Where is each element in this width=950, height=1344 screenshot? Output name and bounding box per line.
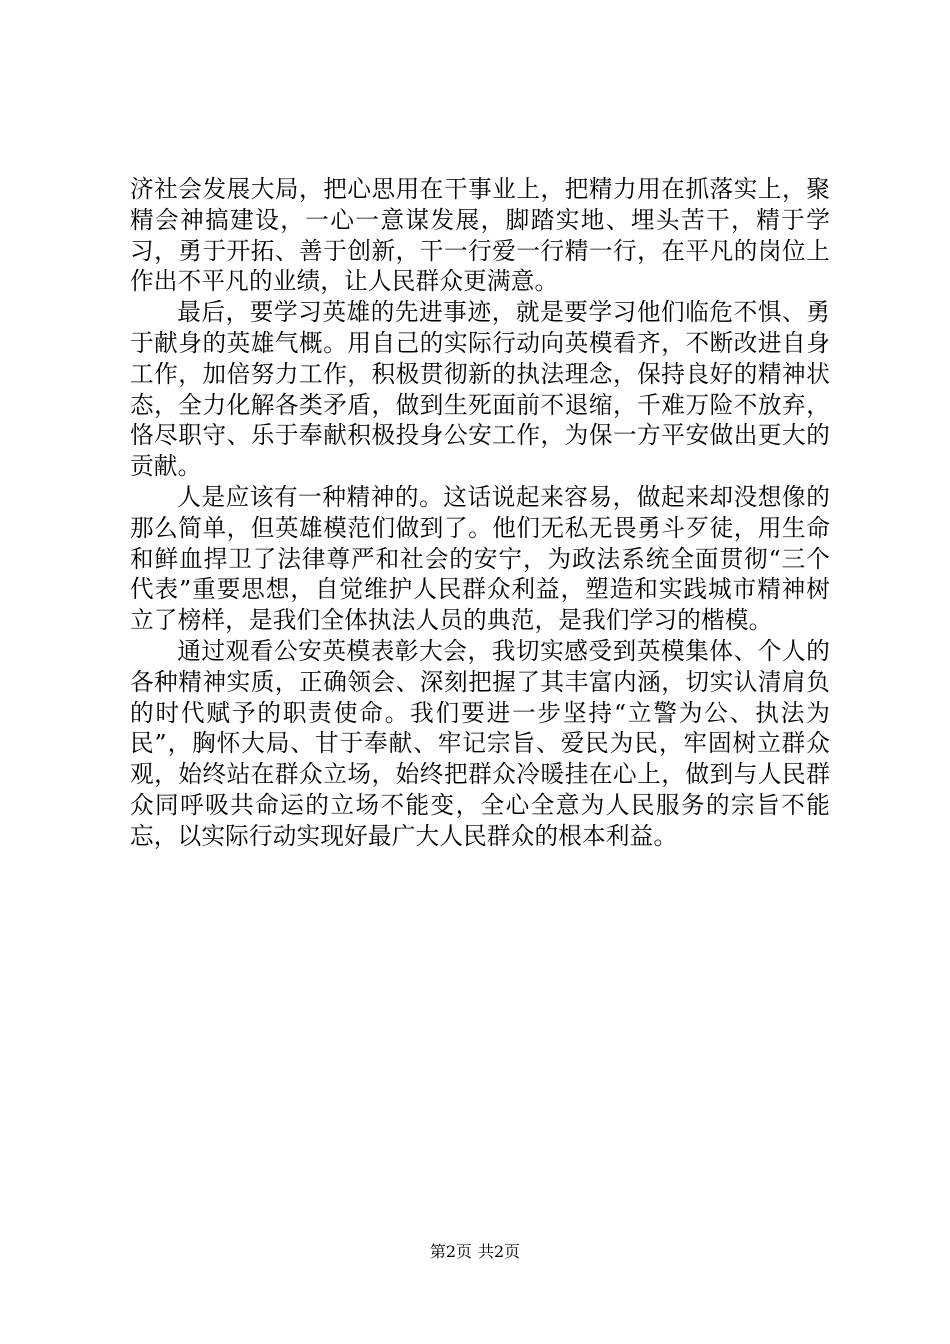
paragraph-4: 通过观看公安英模表彰大会，我切实感受到英模集体、个人的各种精神实质，正确领会、深刻把握了其丰富内涵，切实认清肩负的时代赋予的职责使命。我们要进一步坚持“立警为公、执法为民”，胸怀大局、甘于奉献、牢记宗旨、爱民为民，牢固树立群众观，始终站在群众立场，始终把群众冷暖挂在心上，做到与人民群众同呼吸共命运的立场不能变，全心全意为人民服务的宗旨不能忘，以实际行动实现好最广大人民群众的根本利益。: [130, 636, 830, 850]
page-footer: [0, 1241, 950, 1263]
paragraph-3: 人是应该有一种精神的。这话说起来容易，做起来却没想像的那么简单，但英雄模范们做到了。他们无私无畏勇斗歹徒，用生命和鲜血捍卫了法律尊严和社会的安宁，为政法系统全面贯彻“三个代表”重要思想，自觉维护人民群众利益，塑造和实践城市精神树立了榜样，是我们全体执法人员的典范，是我们学习的楷模。: [130, 482, 830, 635]
page-number-total: 共2页: [478, 1242, 521, 1261]
paragraph-1: 济社会发展大局，把心思用在干事业上，把精力用在抓落实上，聚精会神搞建设，一心一意谋发展，脚踏实地、埋头苦干，精于学习，勇于开拓、善于创新，干一行爱一行精一行，在平凡的岗位上作出不平凡的业绩，让人民群众更满意。: [130, 175, 830, 296]
body-text: [130, 174, 830, 852]
page-number-current: 第2页: [429, 1242, 472, 1261]
paragraph-2: 最后，要学习英雄的先进事迹，就是要学习他们临危不惧、勇于献身的英雄气概。用自己的实际行动向英模看齐，不断改进自身工作，加倍努力工作，积极贯彻新的执法理念，保持良好的精神状态，全力化解各类矛盾，做到生死面前不退缩，千难万险不放弃，恪尽职守、乐于奉献积极投身公安工作，为保一方平安做出更大的贡献。: [130, 298, 830, 481]
